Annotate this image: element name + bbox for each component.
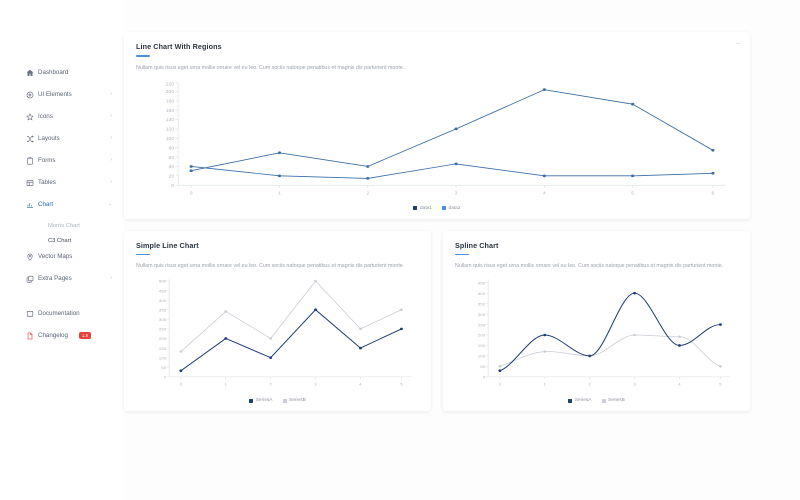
sidebar-item-label: Vector Maps (38, 253, 73, 260)
legend-swatch (283, 399, 287, 403)
svg-text:450: 450 (477, 281, 486, 286)
svg-text:140: 140 (165, 117, 175, 122)
chevron-right-icon: › (110, 135, 112, 141)
sidebar-item-label: Tables (38, 179, 56, 186)
svg-text:150: 150 (477, 343, 486, 349)
svg-text:50: 50 (161, 365, 167, 371)
chart-icon (26, 201, 34, 209)
sidebar-item-icons[interactable] (0, 108, 124, 125)
chart-simple-legend (136, 398, 419, 403)
legend-label: data1 (419, 205, 432, 211)
main-content (124, 0, 800, 500)
layers-icon (26, 91, 34, 99)
svg-text:450: 450 (158, 288, 167, 294)
svg-text:120: 120 (165, 126, 175, 132)
copy-icon (26, 275, 34, 283)
legend-label: SeriesA (255, 398, 273, 404)
card-subtitle: Nullam quis risus eget urna mollis ornare vel eu leo. Cum sociis natoque penatibus et magnis dis parturient monte. (455, 263, 724, 270)
sidebar-item-label: Icons (38, 113, 53, 120)
star-icon (26, 113, 34, 121)
chevron-right-icon: › (110, 157, 112, 163)
sidebar-item-tables[interactable] (0, 174, 124, 191)
sidebar-item-label: UI Elements (38, 91, 72, 98)
sidebar-divider (0, 292, 124, 305)
sidebar-item-documentation[interactable] (0, 305, 124, 322)
svg-text:350: 350 (158, 308, 167, 313)
sidebar-item-changelog[interactable] (0, 327, 124, 344)
chevron-right-icon: › (110, 91, 112, 97)
sidebar-item-label: Changelog (38, 332, 68, 339)
svg-text:4: 4 (359, 382, 362, 387)
svg-text:250: 250 (158, 327, 167, 332)
legend-label: data2 (448, 205, 461, 211)
card-simple-line-chart (124, 231, 431, 412)
svg-text:500: 500 (158, 279, 167, 285)
sidebar-item-vector-maps[interactable] (0, 248, 124, 265)
legend-swatch (413, 206, 417, 210)
svg-text:200: 200 (158, 336, 167, 342)
file-icon (26, 332, 34, 340)
svg-text:5: 5 (631, 190, 635, 196)
svg-text:0: 0 (482, 375, 486, 380)
sidebar-item-dashboard[interactable] (0, 64, 124, 81)
home-icon (26, 69, 34, 77)
svg-text:0: 0 (179, 382, 183, 387)
card-title: Simple Line Chart (136, 240, 199, 250)
chevron-right-icon: › (110, 113, 112, 119)
chart-regions-svg (136, 76, 738, 204)
svg-text:400: 400 (158, 298, 167, 304)
sidebar-subitem-morris-chart[interactable] (0, 218, 124, 233)
chart-regions-legend (136, 206, 738, 211)
title-underline (136, 55, 150, 57)
sidebar-item-label: Chart (38, 201, 54, 208)
sidebar-item-label: Forms (38, 157, 56, 164)
sidebar-item-layouts[interactable] (0, 130, 124, 147)
sidebar-item-extra-pages[interactable] (0, 270, 124, 287)
svg-text:0: 0 (189, 190, 193, 196)
chevron-down-icon: ⌄ (107, 201, 112, 207)
legend-swatch (568, 399, 572, 403)
title-underline (455, 254, 469, 256)
legend-label: SeriesA (574, 398, 592, 404)
minus-icon[interactable]: − (735, 41, 740, 48)
svg-text:4: 4 (678, 382, 681, 387)
svg-text:3: 3 (314, 382, 317, 387)
svg-text:3: 3 (633, 382, 636, 387)
shuffle-icon (26, 135, 34, 143)
svg-text:150: 150 (158, 346, 167, 352)
svg-text:2: 2 (269, 382, 272, 387)
chart-simple-line-svg (136, 274, 419, 396)
svg-text:400: 400 (477, 291, 486, 297)
legend-item-seriesb[interactable] (602, 398, 625, 403)
legend-swatch (249, 399, 253, 403)
sidebar-item-label: Dashboard (38, 69, 69, 76)
legend-item-data1[interactable] (413, 206, 432, 211)
legend-item-seriesa[interactable] (568, 398, 591, 403)
svg-text:80: 80 (168, 145, 175, 151)
changelog-badge: 1.5 (79, 332, 91, 340)
svg-text:300: 300 (158, 317, 167, 323)
svg-text:5: 5 (400, 382, 403, 387)
chart-row (124, 231, 750, 412)
svg-text:1: 1 (543, 382, 547, 387)
svg-text:5: 5 (719, 382, 722, 387)
card-subtitle: Nullam quis risus eget urna mollis ornare vel eu leo. Cum sociis natoque penatibus et magnis dis parturient monte. (136, 64, 405, 71)
svg-text:180: 180 (165, 98, 175, 104)
legend-swatch (602, 399, 606, 403)
legend-label: SeriesB (608, 398, 625, 404)
svg-text:1: 1 (224, 382, 228, 387)
svg-text:220: 220 (165, 81, 175, 87)
legend-label: SeriesB (289, 398, 306, 404)
legend-item-data2[interactable] (442, 206, 461, 211)
chart-regions[interactable] (136, 76, 738, 211)
sidebar-subitem-label: C3 Chart (48, 237, 72, 244)
svg-text:350: 350 (477, 302, 486, 307)
card-subtitle: Nullam quis risus eget urna mollis ornare vel eu leo. Cum sociis natoque penatibus et magnis dis parturient monte. (136, 263, 405, 270)
svg-text:50: 50 (480, 364, 486, 370)
card-title: Spline Chart (455, 240, 499, 250)
sidebar-subitem-c3-chart[interactable] (0, 233, 124, 248)
page-title: Line Chart With Regions (136, 42, 222, 51)
svg-text:2: 2 (366, 190, 370, 196)
chart-spline-legend (455, 398, 738, 403)
svg-text:300: 300 (477, 312, 486, 318)
svg-text:0: 0 (498, 382, 502, 387)
svg-text:1: 1 (278, 190, 281, 196)
sidebar-item-label: Documentation (38, 310, 80, 317)
chart-spline[interactable] (455, 274, 738, 403)
svg-text:2: 2 (588, 382, 591, 387)
sidebar (0, 0, 124, 500)
sidebar-item-ui-elements[interactable] (0, 86, 124, 103)
sidebar-item-chart[interactable] (0, 196, 124, 213)
sidebar-item-label: Extra Pages (38, 275, 72, 282)
chevron-right-icon: › (110, 275, 112, 281)
table-icon (26, 179, 34, 187)
svg-text:100: 100 (477, 354, 486, 360)
legend-item-seriesa[interactable] (249, 398, 272, 403)
sidebar-item-forms[interactable] (0, 152, 124, 169)
chevron-right-icon: › (110, 179, 112, 185)
svg-text:3: 3 (454, 190, 458, 196)
svg-text:0: 0 (163, 375, 167, 380)
svg-text:60: 60 (168, 154, 175, 160)
svg-text:40: 40 (168, 164, 175, 169)
legend-item-seriesb[interactable] (283, 398, 306, 403)
card-spline-chart (443, 231, 750, 412)
svg-text:200: 200 (477, 333, 486, 339)
card-line-chart-with-regions (124, 32, 750, 219)
svg-text:100: 100 (158, 356, 167, 361)
legend-swatch (442, 206, 446, 210)
svg-text:160: 160 (165, 107, 175, 113)
svg-text:0: 0 (171, 182, 175, 188)
sidebar-item-label: Layouts (38, 135, 60, 142)
svg-text:200: 200 (165, 89, 175, 94)
chart-simple-line[interactable] (136, 274, 419, 403)
clipboard-icon (26, 157, 34, 165)
svg-text:250: 250 (477, 322, 486, 328)
svg-text:100: 100 (165, 136, 175, 141)
svg-text:4: 4 (542, 190, 546, 196)
chart-spline-svg (455, 274, 738, 396)
pin-icon (26, 253, 34, 261)
svg-text:20: 20 (168, 173, 175, 179)
svg-text:6: 6 (711, 190, 715, 196)
book-icon (26, 310, 34, 318)
sidebar-subitem-label: Morris Chart (48, 222, 80, 229)
title-underline (136, 254, 150, 256)
